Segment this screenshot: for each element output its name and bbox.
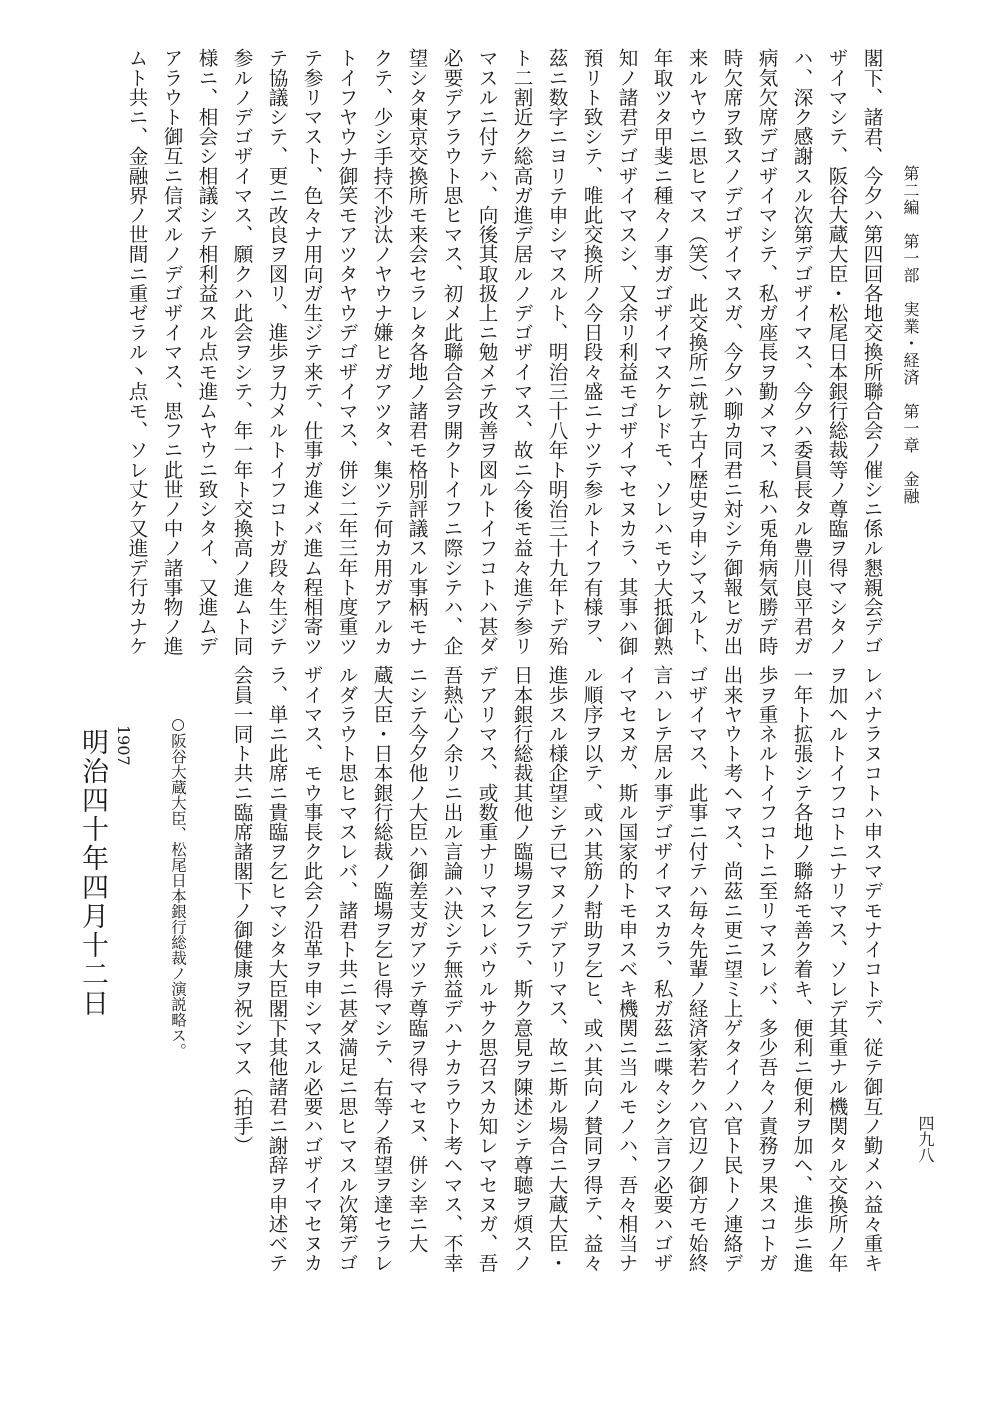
speech-omitted-note: ○阪谷大蔵大臣、松尾日本銀行総裁ノ演説略ス。	[169, 715, 187, 1059]
upper-col-9: 預リト致シテ、唯此交換所ノ今日段々盛ニナツテ参ルトイフ有様ヲ、	[580, 48, 603, 656]
upper-col-5: 時欠席ヲ致スノデゴザイマスガ、今夕ハ聊カ同君ニ対シテ御報ヒガ出	[720, 48, 743, 656]
lower-col-2: ヲ加ヘルトイフコトニナリマス、ソレデ其重ナル機関タル交換所ノ年	[825, 665, 848, 1273]
upper-col-21: アラウト御互ニ信ズルノデゴザイマス、思フニ此世ノ中ノ諸事物ノ進	[160, 48, 183, 656]
upper-col-19: 参ルノデゴザイマス、願クハ此会ヲシテ、年一年ト交換高ノ進ムト同	[230, 48, 253, 656]
lower-col-6: ゴザイマス、此事ニ付テハ毎々先輩ノ経済家若クハ官辺ノ御方モ始終	[685, 665, 708, 1273]
lower-col-3: 一年ト拡張シテ各地ノ聯絡モ善ク着キ、便利ニ便利ヲ加ヘ、進歩ニ進	[790, 665, 813, 1273]
lower-col-19: 会員一同ト共ニ臨席諸閣下ノ御健康ヲ祝シマス（拍手）	[230, 665, 253, 1155]
lower-col-7: 言ハレテ居ル事デゴザイマスカラ、私ガ茲ニ喋々シク言フ必要ハゴザ	[650, 665, 673, 1273]
upper-col-2: ザイマシテ、阪谷大蔵大臣・松尾日本銀行総裁等ノ尊臨ヲ得マシタノ	[825, 48, 848, 656]
lower-col-13: 吾熱心ノ余リニ出ル言論ハ決シテ無益デハナカラウト考ヘマス、不幸	[440, 665, 463, 1273]
upper-col-17: テ参リマスト、色々ナ用向ガ生ジテ来テ、仕事ガ進メバ進ム程相寄ツ	[300, 48, 323, 656]
upper-col-18: テ協議シテ、更ニ改良ヲ図リ、進歩ヲ力メルトイフコトガ段々生ジテ	[265, 48, 288, 656]
upper-col-7: 年取ツタ甲斐ニ種々ノ事ガゴザイマスケレドモ、ソレハモウ大抵御熟	[650, 48, 673, 656]
upper-col-4: 病気欠席デゴザイマシテ、私ガ座長ヲ勤メマス、私ハ兎角病気勝デ時	[755, 48, 778, 656]
upper-col-22: ムト共ニ、金融界ノ世間ニ重ゼラル丶点モ、ソレ丈ケ又進デ行カナケ	[125, 48, 148, 656]
lower-col-12: デアリマス、或数重ナリマスレバウルサク思召スカ知レマセヌガ、吾	[475, 665, 498, 1273]
lower-col-15: 蔵大臣・日本銀行総裁ノ臨場ヲ乞ヒ得マシテ、右等ノ希望ヲ達セラレ	[370, 665, 393, 1273]
lower-col-1: レバナラヌコトハ申スマデモナイコトデ、従テ御互ノ勤メハ益々重キ	[860, 665, 883, 1273]
lower-col-5: 出来ヤウト考ヘマス、尚茲ニ更ニ望ミ上ゲタイノハ官ト民トノ連絡デ	[720, 665, 743, 1273]
lower-col-11: 日本銀行総裁其他ノ臨場ヲ乞フテ、斯ク意見ヲ陳述シテ尊聴ヲ煩スノ	[510, 665, 533, 1273]
upper-col-3: ハ、深ク感謝スル次第デゴザイマス、今夕ハ委員長タル豊川良平君ガ	[790, 48, 813, 656]
page-number: 四九八	[916, 1115, 935, 1163]
upper-col-20: 様ニ、相会シ相議シテ相利益スル点モ進ムヤウニ致シタイ、又進ムデ	[195, 48, 218, 656]
upper-col-14: 望シタ東京交換所モ来会セラレタ各地ノ諸君モ格別評議スル事柄モナ	[405, 48, 428, 656]
lower-col-8: イマセヌガ、斯ル国家的トモ申スベキ機関ニ当ルモノハ、吾々相当ナ	[615, 665, 638, 1273]
lower-col-10: 進歩スル様企望シテ已マヌノデアリマス、故ニ斯ル場合ニ大蔵大臣・	[545, 665, 568, 1273]
upper-col-12: マスルニ付テハ、向後其取扱上ニ勉メテ改善ヲ図ルトイフコトハ甚ダ	[475, 48, 498, 656]
upper-col-10: 茲ニ数字ニヨリテ申シマスルト、明治三十八年ト明治三十九年トデ殆	[545, 48, 568, 656]
lower-col-14: ニシテ今夕他ノ大臣ハ御差支ガアツテ尊臨ヲ得マセヌ、併シ幸ニ大	[405, 665, 428, 1253]
lower-col-17: ザイマス、モウ事長ク此会ノ沿革ヲ申シマスル必要ハゴザイマセヌカ	[300, 665, 323, 1273]
dateline: 明治四十年四月十二日	[77, 728, 108, 1018]
running-head: 第二編 第一部 実業・経済 第一章 金融	[901, 165, 920, 505]
upper-col-6: 来ルヤウニ思ヒマス（笑）、此交換所ニ就テ古イ歴史ヲ申シマスルト、	[685, 48, 708, 666]
western-year: 1907	[114, 725, 133, 766]
lower-col-9: ル順序ヲ以テ、或ハ其筋ノ幇助ヲ乞ヒ、或ハ其向ノ賛同ヲ得テ、益々	[580, 665, 603, 1273]
lower-col-16: ルダラウト思ヒマスレバ、諸君ト共ニ甚ダ満足ニ思ヒマスル次第デゴ	[335, 665, 358, 1273]
upper-col-1: 閣下、諸君、今夕ハ第四回各地交換所聯合会ノ催シニ係ル懇親会デゴ	[860, 48, 883, 656]
upper-col-15: クテ、少シ手持不沙汰ノヤウナ嫌ヒガアツタ、集ツテ何カ用ガアルカ	[370, 48, 393, 656]
lower-col-18: ラ、単ニ此席ニ貴臨ヲ乞ヒマシタ大臣閣下其他諸君ニ謝辞ヲ申述ベテ	[265, 665, 288, 1273]
upper-col-8: 知ノ諸君デゴザイマスシ、又余リ利益モゴザイマセヌカラ、其事ハ御	[615, 48, 638, 656]
upper-col-11: ト二割近ク総高ガ進デ居ルノデゴザイマス、故ニ今後モ益々進デ参リ	[510, 48, 533, 656]
upper-col-13: 必要デアラウト思ヒマス、初メ此聯合会ヲ開クトイフニ際シテハ、企	[440, 48, 463, 656]
lower-col-4: 歩ヲ重ネルトイフコトニ至リマスレバ、多少吾々ノ責務ヲ果スコトガ	[755, 665, 778, 1273]
upper-col-16: トイフヤウナ御笑モアツタヤウデゴザイマス、併シ二年三年ト度重ツ	[335, 48, 358, 656]
